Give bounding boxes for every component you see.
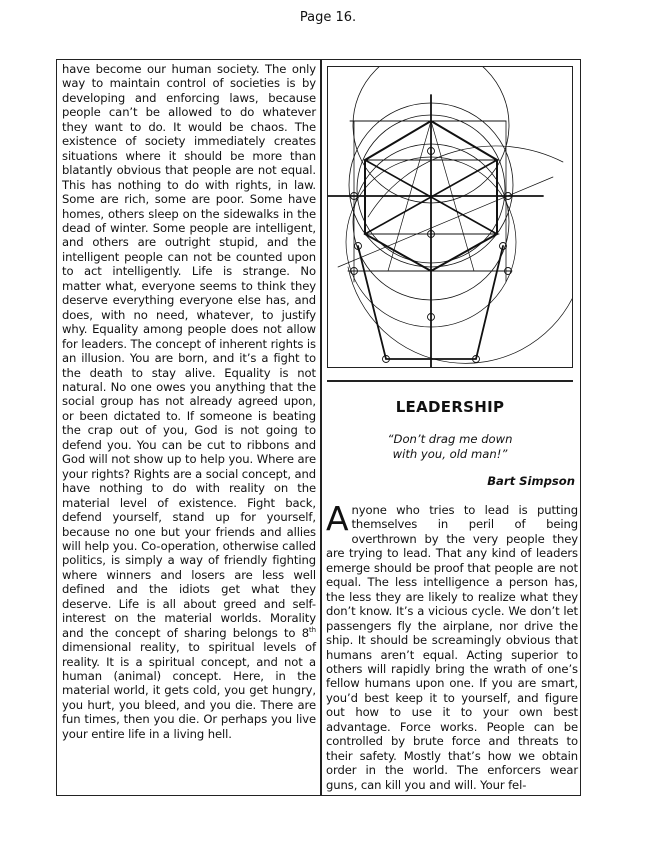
section-separator	[327, 380, 573, 382]
construction-arc	[348, 267, 573, 363]
page-number: Page 16.	[299, 10, 357, 25]
body-paragraph	[326, 499, 578, 792]
paragraph-text-continued: dimensional reality, to spiritual levels of reality. It is a spiritual concept, and not a human (animal) concept. Here, in the material world, it gets cold, you get hungry, you hurt, you bleed, and you die. There are fun times, then you die. Or perhaps you live your entire life in a living hell.	[62, 640, 316, 741]
quote-line: with you, old man!”	[392, 447, 508, 461]
body-paragraph	[62, 62, 316, 741]
right-column-text	[326, 499, 578, 792]
quote-line: “Don’t drag me down	[387, 432, 513, 446]
drop-cap: A	[326, 499, 349, 538]
ordinal-superscript: th	[309, 625, 316, 634]
section-title: LEADERSHIP	[395, 398, 505, 416]
paragraph-text: have become our human society. The only way to maintain control of societies is by developing and enforcing laws, because people can’t be allowed to do whatever they want to do. It would be chaos. The existence of society immediately creates situations where it should be more than blatantly obvious that people are not equal. This has nothing to do with rights, in law. Some are rich, some are poor. Some have homes, others sleep on the sidewalks in the dead of winter. Some people are intelligent, and others are outright stupid, and the intelligent people can not be counted upon to act intelligently. Life is strange. No matter what, everyone seems to think they deserve everything everyone else has, and does, with no need, whatever, to justify why. Equality among people does not allow for leaders. The concept of inherent rights is an illusion. You are born, and it’s a fight to the death to stay alive. Equality is not natural. No one owes you anything that the social group has not already agreed upon, or been dictated to. If someone is beating the crap out of you, God is not going to defend you. You can be cut to ribbons and God will not show up to help you. Where are your rights? Rights are a social concept, and have nothing to do with reality on the material level of existence. Fight back, defend yourself, stand up for yourself, because no one but your friends and allies will help you. Co-operation, otherwise called politics, is simply a way of friendly fighting where winners and losers are less well defined and the idiots get what they deserve. Life is all about greed and self-interest on the material worlds. Morality and the concept of sharing belongs to 8	[62, 62, 317, 640]
geometry-diagram	[328, 67, 573, 368]
quote-attribution: Bart Simpson	[487, 474, 575, 488]
left-column-text	[62, 62, 316, 741]
column-divider	[320, 59, 322, 796]
construction-arc	[368, 146, 563, 217]
construction-line	[338, 177, 553, 267]
geometry-figure	[327, 66, 573, 368]
paragraph-text: nyone who tries to lead is putting themselves in peril of being overthrown by the very people they are trying to lead. That any kind of leaders emerge should be proof that people are not equal. The less intelligence a person has, the less they are likely to realize what they don’t know. It’s a vicious cycle. We don’t let passengers fly the airplane, nor drive the ship. It should be screamingly obvious that humans aren’t equal. Acting superior to others will rapidly bring the wrath of one’s fellow humans upon one. If you are smart, you’d best keep it to yourself, and figure out how to use it to your own best advantage. Force works. People can be controlled by brute force and threats to their safety. Mostly that’s how we obtain order in the world. The enforcers wear guns, can kill you and will. Your fel-	[326, 503, 578, 792]
epigraph-quote	[322, 432, 578, 462]
